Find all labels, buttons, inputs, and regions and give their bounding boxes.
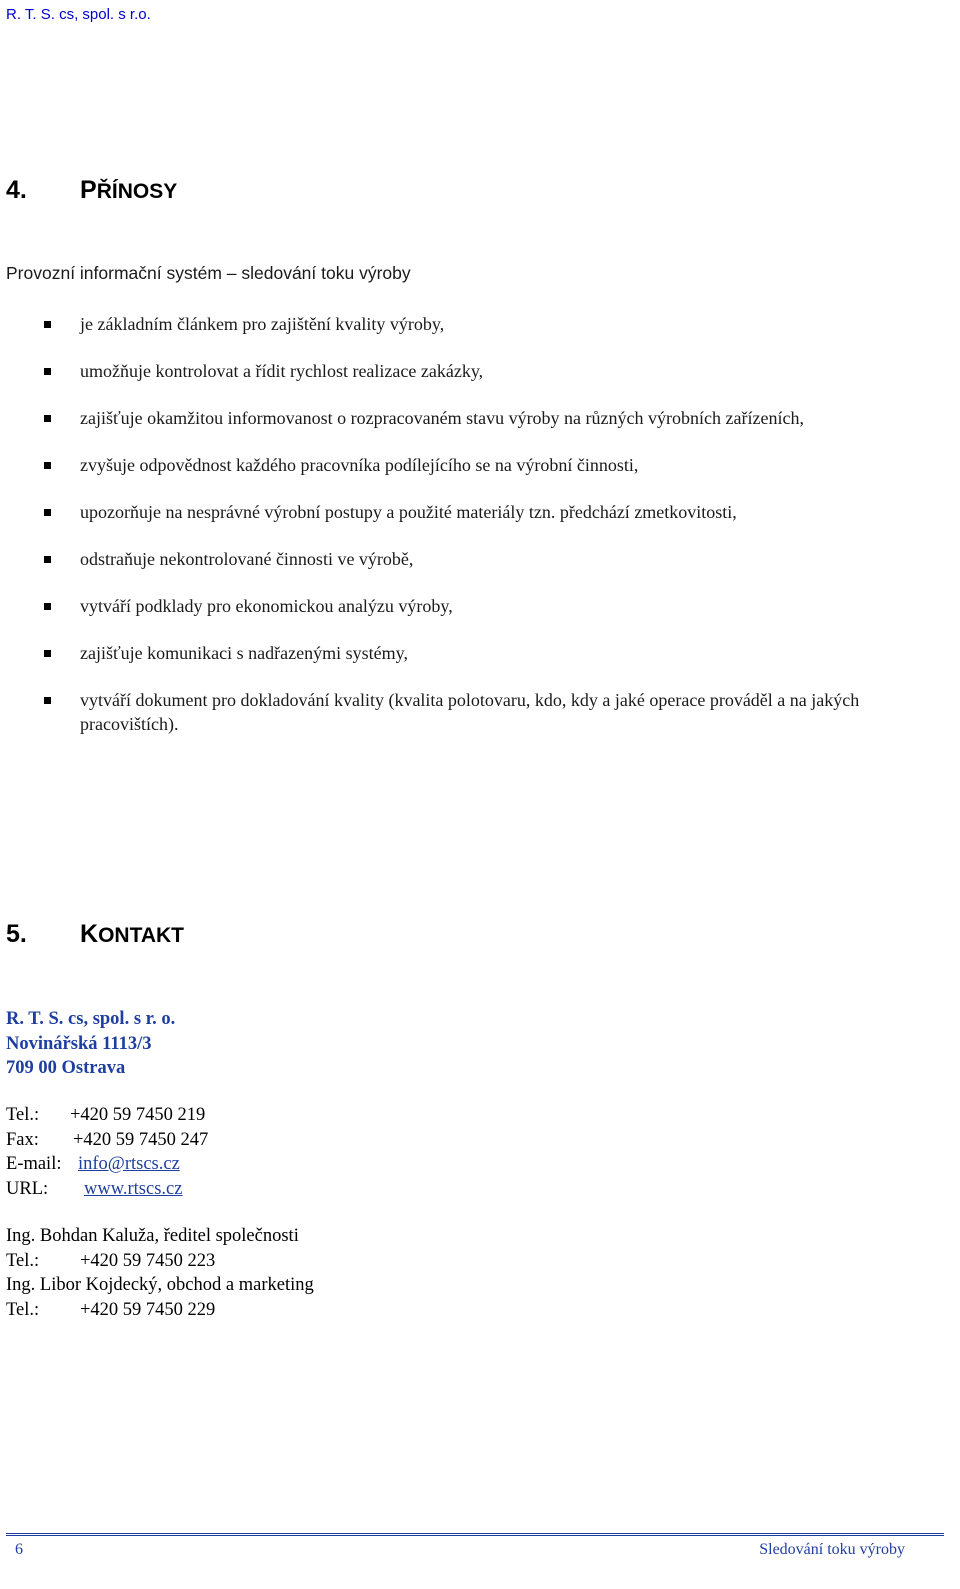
- email-link[interactable]: info@rtscs.cz: [78, 1154, 180, 1174]
- list-item: [44, 641, 934, 665]
- list-item-text: je základním článkem pro zajištění kvality výroby,: [80, 314, 445, 334]
- person-tel-row: [6, 1298, 314, 1323]
- list-item-text: vytváří podklady pro ekonomickou analýzu výroby,: [80, 596, 453, 616]
- square-bullet-icon: [44, 415, 51, 422]
- person-tel-label: Tel.:: [6, 1299, 40, 1320]
- section-4-title-initial: P: [80, 176, 97, 204]
- square-bullet-icon: [44, 509, 51, 516]
- person-tel-value: +420 59 7450 223: [80, 1250, 216, 1271]
- list-item-text: zvyšuje odpovědnost každého pracovníka podílejícího se na výrobní činnosti,: [80, 455, 639, 475]
- person-name: Ing. Bohdan Kaluža, ředitel společnosti: [6, 1226, 299, 1246]
- company-name: R. T. S. cs, spol. s r. o.: [6, 1009, 176, 1029]
- company-address: [6, 1007, 175, 1081]
- person-name: Ing. Libor Kojdecký, obchod a marketing: [6, 1275, 314, 1295]
- company-street: Novinářská 1113/3: [6, 1033, 152, 1054]
- tel-label: Tel.:: [6, 1105, 40, 1125]
- website-link[interactable]: www.rtscs.cz: [84, 1178, 183, 1199]
- section-5-title-initial: K: [80, 920, 99, 948]
- list-item-text: odstraňuje nekontrolované činnosti ve výrobě,: [80, 549, 414, 569]
- square-bullet-icon: [44, 697, 51, 704]
- list-item: [44, 500, 934, 524]
- list-item: [44, 359, 934, 383]
- square-bullet-icon: [44, 321, 51, 328]
- list-item: [44, 453, 934, 477]
- list-item-text: zajišťuje komunikaci s nadřazenými systémy,: [80, 643, 408, 663]
- person-tel-value: +420 59 7450 229: [80, 1299, 216, 1320]
- url-label: URL:: [6, 1178, 49, 1199]
- list-item: [44, 312, 934, 336]
- section-4-title: [80, 176, 177, 205]
- list-item: [44, 688, 934, 736]
- section-5-title-rest: ONTAKT: [98, 924, 184, 947]
- square-bullet-icon: [44, 368, 51, 375]
- section-4-number: 4.: [6, 176, 27, 204]
- running-header: R. T. S. cs, spol. s r.o.: [6, 6, 151, 23]
- footer-document-title: Sledování toku výroby: [759, 1541, 905, 1558]
- footer-divider: [6, 1533, 944, 1536]
- list-item-text: zajišťuje okamžitou informovanost o rozpracovaném stavu výroby na různých výrobních zařízeních,: [80, 408, 804, 428]
- company-city: 709 00 Ostrava: [6, 1058, 126, 1078]
- section-5-number: 5.: [6, 920, 27, 948]
- square-bullet-icon: [44, 556, 51, 563]
- list-item-text: umožňuje kontrolovat a řídit rychlost realizace zakázky,: [80, 361, 484, 381]
- list-item: [44, 406, 934, 430]
- person-tel-label: Tel.:: [6, 1250, 40, 1271]
- section-4-intro: Provozní informační systém – sledování toku výroby: [6, 263, 411, 283]
- section-5-title: [80, 920, 184, 949]
- list-item: [44, 547, 934, 571]
- square-bullet-icon: [44, 462, 51, 469]
- tel-value: +420 59 7450 219: [70, 1105, 206, 1125]
- benefits-list: [44, 312, 934, 759]
- square-bullet-icon: [44, 603, 51, 610]
- section-4-title-rest: ŘÍNOSY: [96, 180, 178, 203]
- square-bullet-icon: [44, 650, 51, 657]
- contact-people: [6, 1224, 314, 1322]
- list-item: [44, 594, 934, 618]
- person-tel-row: [6, 1249, 314, 1274]
- list-item-text: upozorňuje na nesprávné výrobní postupy a použité materiály tzn. předchází zmetkovitosti,: [80, 502, 737, 522]
- page-number: 6: [15, 1541, 23, 1558]
- list-item-text: vytváří dokument pro dokladování kvality (kvalita polotovaru, kdo, kdy a jaké operace prováděl a na jakých pracovištích).: [80, 690, 860, 734]
- fax-value: +420 59 7450 247: [73, 1129, 209, 1150]
- email-label: E-mail:: [6, 1154, 62, 1174]
- fax-label: Fax:: [6, 1129, 39, 1150]
